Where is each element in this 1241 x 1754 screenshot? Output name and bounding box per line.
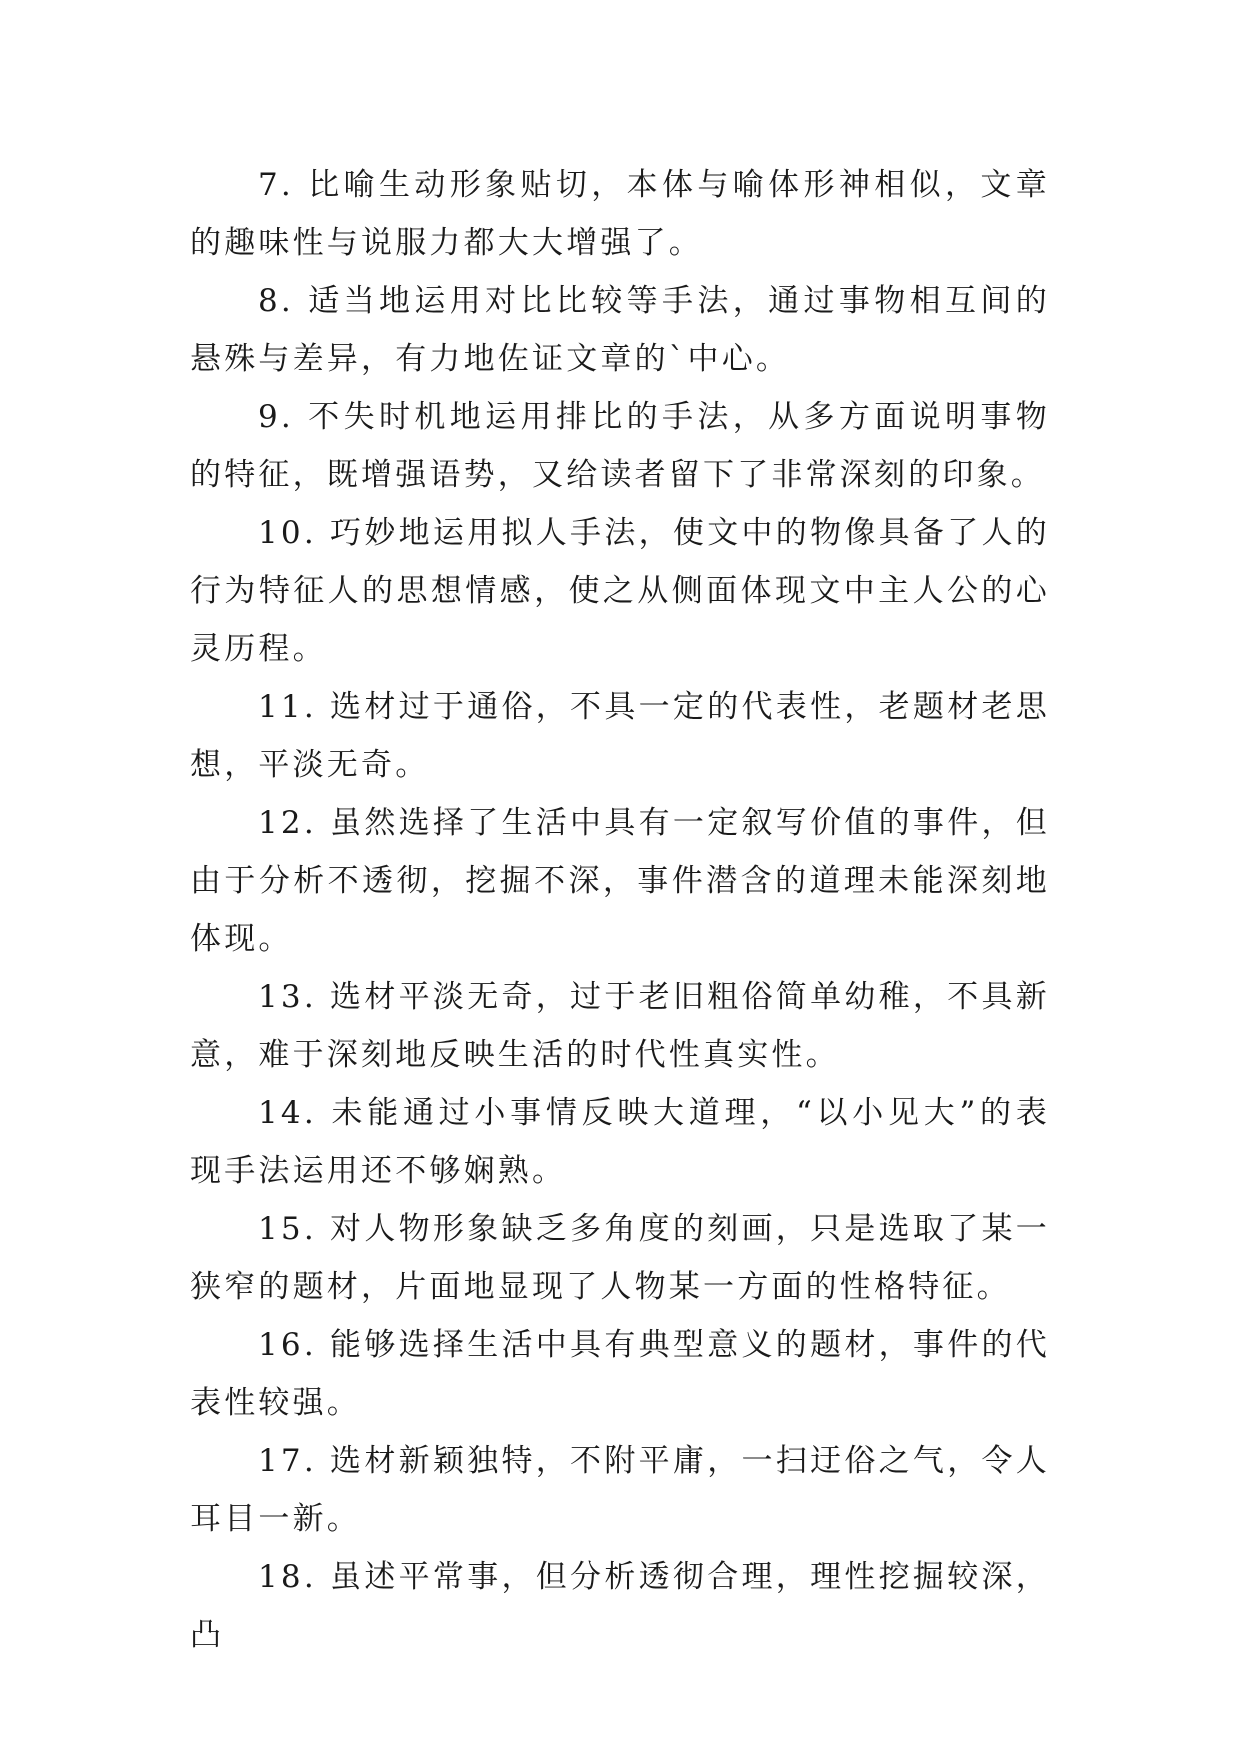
document-body: [190, 156, 1050, 1664]
paragraph-14: 14. 未能通过小事情反映大道理，“以小见大”的表现手法运用还不够娴熟。: [190, 1095, 1050, 1189]
paragraph-12: 12. 虽然选择了生活中具有一定叙写价值的事件，但由于分析不透彻，挖掘不深，事件潜含的道理未能深刻地体现。: [190, 805, 1050, 957]
paragraph-9: 9. 不失时机地运用排比的手法，从多方面说明事物的特征，既增强语势，又给读者留下了非常深刻的印象。: [190, 399, 1050, 493]
paragraph-10: 10. 巧妙地运用拟人手法，使文中的物像具备了人的行为特征人的思想情感，使之从侧面体现文中主人公的心灵历程。: [190, 515, 1050, 667]
paragraph-11: 11. 选材过于通俗，不具一定的代表性，老题材老思想，平淡无奇。: [190, 689, 1050, 783]
paragraph-7: 7. 比喻生动形象贴切，本体与喻体形神相似，文章的趣味性与说服力都大大增强了。: [190, 167, 1050, 261]
paragraph-17: 17. 选材新颖独特，不附平庸，一扫迂俗之气，令人耳目一新。: [190, 1443, 1050, 1537]
paragraph-8: 8. 适当地运用对比比较等手法，通过事物相互间的悬殊与差异，有力地佐证文章的`中心。: [190, 283, 1050, 377]
paragraph-13: 13. 选材平淡无奇，过于老旧粗俗简单幼稚，不具新意，难于深刻地反映生活的时代性真实性。: [190, 979, 1050, 1073]
paragraph-18: 18. 虽述平常事，但分析透彻合理，理性挖掘较深，凸: [190, 1559, 1050, 1653]
paragraph-15: 15. 对人物形象缺乏多角度的刻画，只是选取了某一狭窄的题材，片面地显现了人物某一方面的性格特征。: [190, 1211, 1050, 1305]
paragraph-16: 16. 能够选择生活中具有典型意义的题材，事件的代表性较强。: [190, 1327, 1050, 1421]
